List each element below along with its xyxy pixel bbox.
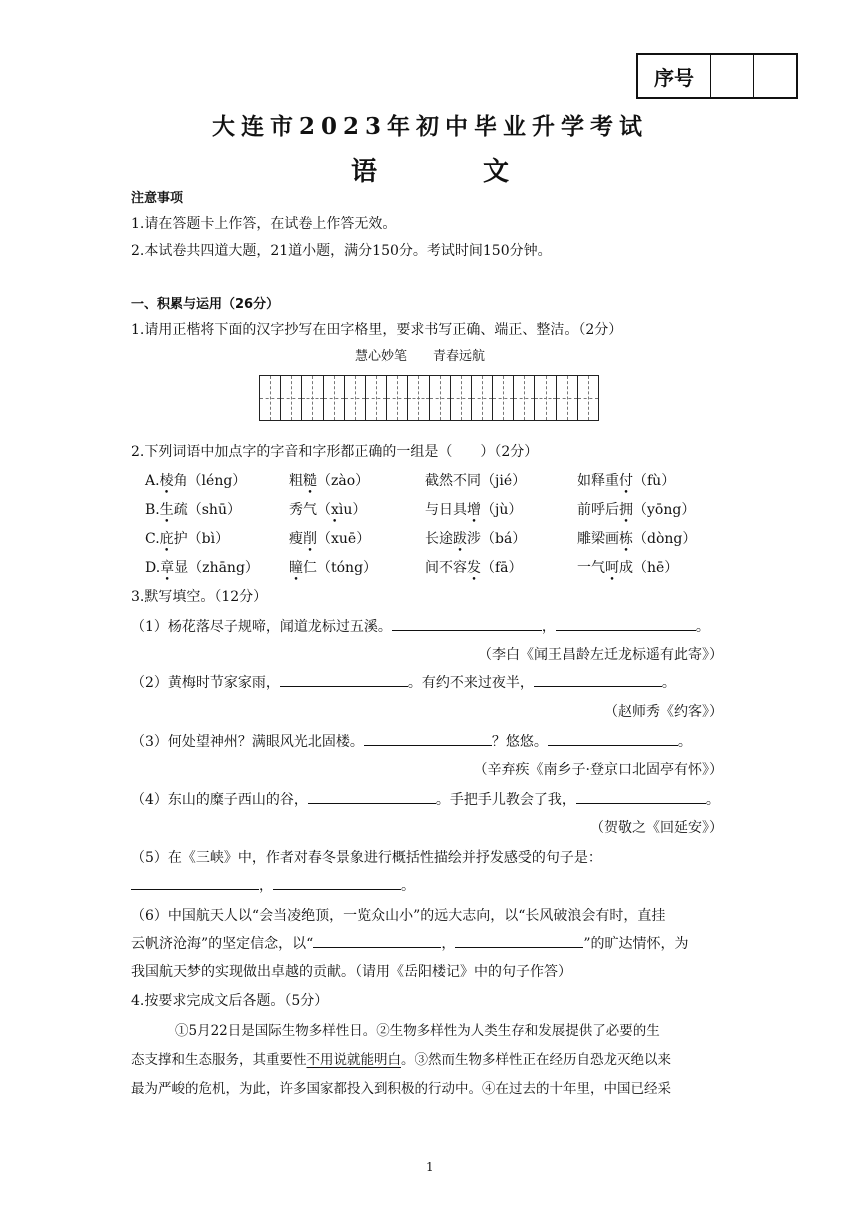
dotted-char: 增 xyxy=(467,502,481,518)
answer-blank[interactable] xyxy=(392,618,542,631)
word-text: 间不容 xyxy=(425,560,467,576)
q3-source-1: （李白《闻王昌龄左迁龙标遥有此寄》） xyxy=(478,647,723,663)
answer-blank[interactable] xyxy=(313,935,441,948)
grid-cell[interactable] xyxy=(302,376,323,420)
item-text: 。 xyxy=(401,878,415,894)
item-text: （3）何处望神州？满眼风光北固楼。 xyxy=(131,734,364,750)
dotted-char: 栋 xyxy=(619,531,633,547)
item-text: 。手把手儿教会了我， xyxy=(435,792,576,808)
item-text: （2）黄梅时节家家雨， xyxy=(131,675,280,691)
item-text: （4）东山的糜子西山的谷， xyxy=(131,792,308,808)
option-d-word-2 xyxy=(289,557,377,577)
word-text: ） xyxy=(512,473,527,489)
q3-item-4 xyxy=(131,789,720,809)
dotted-char: 糙 xyxy=(303,473,317,489)
grid-cell[interactable] xyxy=(345,376,366,420)
dotted-char: 瞳 xyxy=(289,560,303,576)
passage-line-1: ①5月22日是国际生物多样性日。②生物多样性为人类生存和发展提供了必要的生 xyxy=(175,1023,660,1039)
dotted-char: 付 xyxy=(619,473,633,489)
grid-cell[interactable] xyxy=(260,376,281,420)
word-text: 显（zhāng） xyxy=(174,560,259,576)
dotted-char: 章 xyxy=(160,560,175,576)
grid-cell[interactable] xyxy=(514,376,535,420)
word-text: 角（léng） xyxy=(173,473,247,489)
passage-text: 。③然而生物多样性正在经历自恐龙灭绝以来 xyxy=(401,1052,671,1068)
q3-item-6-line-1: （6）中国航天人以“会当凌绝顶，一览众山小”的远大志向，以“长风破浪会有时，直挂 xyxy=(131,908,666,924)
option-c-word-3 xyxy=(425,528,526,548)
question-3: 3.默写填空。（12分） xyxy=(131,589,268,605)
word-text: （zào） xyxy=(317,473,370,489)
passage-text: 态支撑和生态服务，其重要性 xyxy=(131,1052,307,1068)
q3-source-3: （辛弃疾《南乡子·登京口北固亭有怀》） xyxy=(473,762,723,778)
dotted-char: 发 xyxy=(467,560,481,576)
word-text: 瘦 xyxy=(289,531,303,547)
grid-cell[interactable] xyxy=(557,376,578,420)
notice-item-2: 2.本试卷共四道大题，21道小题，满分150分。考试时间150分钟。 xyxy=(131,243,552,259)
grid-cell[interactable] xyxy=(408,376,429,420)
item-text: 。 xyxy=(677,734,692,750)
answer-blank[interactable] xyxy=(308,791,436,804)
question-1: 1.请用正楷将下面的汉字抄写在田字格里，要求书写正确、端正、整洁。（2分） xyxy=(131,322,623,338)
passage-line-3: 最为严峻的危机，为此，许多国家都投入到积极的行动中。④在过去的十年里，中国已经采 xyxy=(131,1081,671,1097)
item-text: 。 xyxy=(661,675,676,691)
serial-number-box xyxy=(636,53,798,99)
exam-title: 大连市2023年初中毕业升学考试 xyxy=(211,113,648,140)
word-text: 截然不同（ xyxy=(425,473,495,489)
tianzige-grid[interactable] xyxy=(259,375,599,421)
option-d[interactable] xyxy=(145,557,259,577)
answer-blank[interactable] xyxy=(280,674,408,687)
passage-line-2 xyxy=(131,1048,671,1068)
q3-item-1 xyxy=(131,616,710,636)
option-c-word-4 xyxy=(577,528,696,548)
word-text: 一气 xyxy=(577,560,605,576)
option-letter: A. xyxy=(145,473,160,489)
option-a-word-4 xyxy=(577,470,675,490)
dotted-char: 削 xyxy=(303,531,317,547)
option-a-word-3 xyxy=(425,470,526,490)
q3-item-5: （5）在《三峡》中，作者对春冬景象进行概括性描绘并抒发感受的句子是： xyxy=(131,850,602,866)
answer-blank[interactable] xyxy=(364,733,492,746)
word-text: 仁（tóng） xyxy=(303,560,378,576)
q3-item-2 xyxy=(131,672,676,692)
dotted-char: 拥 xyxy=(619,502,633,518)
word-text: （xuē） xyxy=(317,531,371,547)
word-text: 秀 xyxy=(289,502,303,518)
word-text: 涉（bá） xyxy=(467,531,527,547)
grid-cell[interactable] xyxy=(430,376,451,420)
word-text: 与日具 xyxy=(425,502,467,518)
q3-source-4: （贺敬之《回延安》） xyxy=(590,820,723,836)
answer-blank[interactable] xyxy=(556,618,696,631)
item-text: 。有约不来过夜半， xyxy=(407,675,534,691)
option-letter: D. xyxy=(145,560,161,576)
answer-blank[interactable] xyxy=(273,877,401,890)
page-number: 1 xyxy=(426,1160,434,1174)
item-text: ”的旷达情怀，为 xyxy=(583,936,689,952)
grid-cell[interactable] xyxy=(578,376,598,420)
subject-title: 语 文 xyxy=(350,157,549,187)
section-heading: 一、积累与运用（26分） xyxy=(131,297,280,312)
word-text: 粗 xyxy=(289,473,303,489)
dotted-char: 呵 xyxy=(605,560,619,576)
item-text: ， xyxy=(441,936,456,952)
grid-cell[interactable] xyxy=(451,376,472,420)
option-d-word-3 xyxy=(425,557,523,577)
grid-cell[interactable] xyxy=(387,376,408,420)
answer-blank[interactable] xyxy=(131,877,259,890)
grid-cell[interactable] xyxy=(281,376,302,420)
question-4: 4.按要求完成文后各题。（5分） xyxy=(131,993,329,1009)
word-text: （dòng） xyxy=(633,531,697,547)
pinyin: jié xyxy=(495,473,513,489)
grid-cell[interactable] xyxy=(535,376,556,420)
word-text: 成（hē） xyxy=(619,560,679,576)
answer-blank[interactable] xyxy=(534,674,662,687)
q3-item-6-line-3: 我国航天梦的实现做出卓越的贡献。（请用《岳阳楼记》中的句子作答） xyxy=(131,964,572,980)
q3-item-5-blanks xyxy=(131,875,415,895)
underlined-phrase: 不用说就能明白 xyxy=(306,1052,401,1068)
notice-heading: 注意事项 xyxy=(131,191,184,206)
word-text: （fù） xyxy=(633,473,676,489)
serial-cell xyxy=(754,55,796,97)
dotted-char: 庇 xyxy=(159,531,174,547)
option-c-word-2 xyxy=(289,528,370,548)
option-a[interactable] xyxy=(145,470,246,490)
word-text: 长途 xyxy=(425,531,453,547)
word-text: 疏（shū） xyxy=(173,502,241,518)
item-text: ， xyxy=(259,878,273,894)
answer-blank[interactable] xyxy=(576,791,706,804)
item-text: ？悠悠。 xyxy=(491,734,548,750)
q3-source-2: （赵师秀《约客》） xyxy=(604,704,723,720)
option-b-word-3 xyxy=(425,499,522,519)
dotted-char: 气（xìu） • xyxy=(303,502,366,518)
word-text: 雕梁画 xyxy=(577,531,619,547)
option-b-word-4 xyxy=(577,499,695,519)
dotted-char: 生 xyxy=(159,502,174,518)
dotted-char: 棱 xyxy=(159,473,174,489)
option-letter: C. xyxy=(145,531,160,547)
grid-cell[interactable] xyxy=(493,376,514,420)
serial-cell xyxy=(711,55,753,97)
answer-blank[interactable] xyxy=(455,935,583,948)
option-b[interactable] xyxy=(145,499,241,519)
word-text: （fā） xyxy=(481,560,523,576)
word-text: 如释重 xyxy=(577,473,619,489)
item-text: 。 xyxy=(695,619,710,635)
word-text: （jù） xyxy=(481,502,523,518)
item-text: （1）杨花落尽子规啼，闻道龙标过五溪。 xyxy=(131,619,392,635)
q3-item-3 xyxy=(131,731,692,751)
notice-item-1: 1.请在答题卡上作答，在试卷上作答无效。 xyxy=(131,216,397,232)
grid-cell[interactable] xyxy=(324,376,345,420)
dotted-char: 跋 xyxy=(453,531,467,547)
option-b-word-2 xyxy=(289,499,366,519)
item-text: 云帆济沧海”的坚定信念，以“ xyxy=(131,936,314,952)
option-d-word-4 xyxy=(577,557,678,577)
word-text: 前呼后 xyxy=(577,502,619,518)
question-2: 2.下列词语中加点字的字音和字形都正确的一组是（ ）（2分） xyxy=(131,444,539,460)
word-text: 护（bì） xyxy=(173,531,230,547)
item-text: ， xyxy=(541,619,556,635)
option-letter: B. xyxy=(145,502,160,518)
option-a-word-2 xyxy=(289,470,369,490)
q3-item-6-line-2 xyxy=(131,933,689,953)
grid-cell[interactable] xyxy=(472,376,493,420)
item-text: 。 xyxy=(705,792,720,808)
answer-blank[interactable] xyxy=(548,733,678,746)
word-text: （yōng） xyxy=(633,502,696,518)
serial-label: 序号 xyxy=(638,55,711,97)
grid-cell[interactable] xyxy=(366,376,387,420)
option-c[interactable] xyxy=(145,528,229,548)
copy-phrase: 慧心妙笔 青春远航 xyxy=(355,349,486,364)
